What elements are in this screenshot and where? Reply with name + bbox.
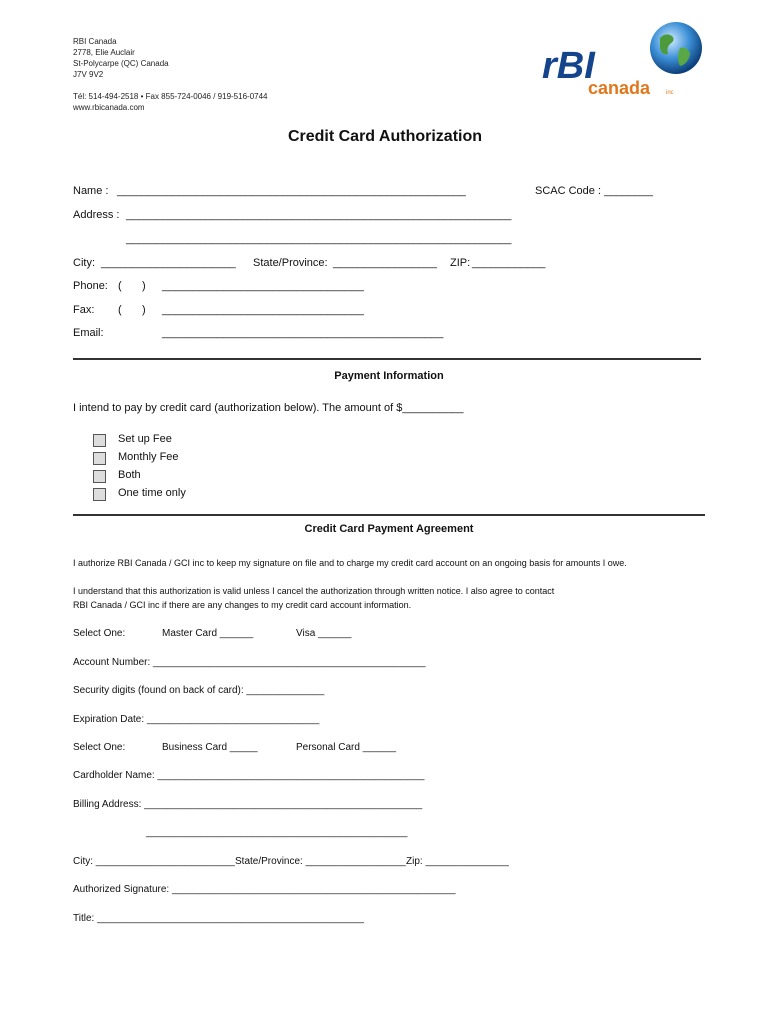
company-name: RBI Canada (73, 37, 117, 46)
name-label: Name : (73, 185, 109, 197)
checkbox-both[interactable] (93, 470, 106, 483)
option-one-time-only: One time only (118, 487, 186, 499)
scac-code-field[interactable]: SCAC Code : ________ (535, 185, 654, 197)
fax-paren-close: ) (142, 304, 146, 316)
option-both: Both (118, 469, 141, 481)
phone-paren-open: ( (118, 280, 122, 292)
page-title: Credit Card Authorization (287, 128, 483, 145)
billing-city-field[interactable]: City: _________________________ (73, 856, 235, 867)
phone-label: Phone: (73, 280, 108, 292)
agreement-paragraph-2-line2: RBI Canada / GCI inc if there are any changes to my credit card account information. (73, 600, 412, 610)
checkbox-one-time-only[interactable] (93, 488, 106, 501)
state-field[interactable]: _________________ (333, 257, 438, 269)
city-label: City: (73, 257, 95, 269)
expiration-date-field[interactable]: Expiration Date: _______________________________ (73, 714, 320, 725)
billing-address-field-line2[interactable]: _______________________________________________ (146, 827, 408, 838)
zip-field[interactable]: ____________ (472, 257, 546, 269)
zip-label: ZIP: (450, 257, 471, 269)
account-number-field[interactable]: Account Number: _________________________________________________ (73, 657, 426, 668)
option-setup-fee: Set up Fee (118, 433, 172, 445)
phone-field[interactable]: _________________________________ (162, 280, 364, 292)
state-label: State/Province: (253, 257, 328, 269)
email-label: Email: (73, 327, 104, 339)
address-field-line1[interactable]: _______________________________________________________________ (126, 209, 512, 221)
company-phone-fax: Tél: 514-494-2518 • Fax 855-724-0046 / 919-516-0744 (73, 92, 268, 101)
name-field[interactable]: _________________________________________________________ (117, 185, 466, 197)
company-postal: J7V 9V2 (73, 70, 104, 79)
checkbox-setup-fee[interactable] (93, 434, 106, 447)
agreement-heading: Credit Card Payment Agreement (304, 523, 474, 535)
company-website: www.rbicanada.com (73, 103, 145, 112)
security-digits-field[interactable]: Security digits (found on back of card): ______________ (73, 685, 325, 696)
personal-card-option[interactable]: Personal Card ______ (296, 742, 397, 753)
fax-paren-open: ( (118, 304, 122, 316)
master-card-option[interactable]: Master Card ______ (162, 628, 254, 639)
company-city: St-Polycarpe (QC) Canada (73, 59, 169, 68)
payment-heading: Payment Information (334, 370, 444, 382)
address-label: Address : (73, 209, 120, 221)
billing-zip-field[interactable]: Zip: _______________ (406, 856, 509, 867)
divider (73, 358, 701, 360)
email-field[interactable]: ______________________________________________ (162, 327, 444, 339)
agreement-paragraph-1: I authorize RBI Canada / GCI inc to keep my signature on file and to charge my credit card account on an ongoing basis for amounts I owe. (73, 558, 627, 568)
phone-paren-close: ) (142, 280, 146, 292)
globe-icon (650, 22, 702, 74)
title-field[interactable]: Title: ________________________________________________ (73, 913, 365, 924)
visa-option[interactable]: Visa ______ (296, 628, 352, 639)
billing-address-field[interactable]: Billing Address: __________________________________________________ (73, 799, 423, 810)
logo-main-text: rBI (542, 45, 595, 87)
fax-label: Fax: (73, 304, 95, 316)
payment-intent-text[interactable]: I intend to pay by credit card (authorization below). The amount of $__________ (73, 402, 464, 414)
company-address (73, 36, 268, 113)
divider (73, 514, 705, 516)
checkbox-monthly-fee[interactable] (93, 452, 106, 465)
authorized-signature-field[interactable]: Authorized Signature: ___________________________________________________ (73, 884, 456, 895)
fax-field[interactable]: _________________________________ (162, 304, 364, 316)
company-street: 2778, Elie Auclair (73, 48, 135, 57)
select-one-label-2: Select One: (73, 742, 126, 753)
billing-state-field[interactable]: State/Province: __________________ (235, 856, 406, 867)
address-field-line2[interactable]: _______________________________________________________________ (126, 233, 512, 245)
select-one-label: Select One: (73, 628, 126, 639)
city-field[interactable]: ______________________ (101, 257, 236, 269)
agreement-paragraph-2-line1: I understand that this authorization is valid unless I cancel the authorization through written notice. I also agree to contact (73, 586, 555, 596)
cardholder-name-field[interactable]: Cardholder Name: ________________________________________________ (73, 770, 425, 781)
logo-sub-text: canada (588, 78, 651, 98)
logo-mark: inc (666, 90, 674, 96)
business-card-option[interactable]: Business Card _____ (162, 742, 258, 753)
rbi-canada-logo (540, 18, 710, 104)
option-monthly-fee: Monthly Fee (118, 451, 179, 463)
